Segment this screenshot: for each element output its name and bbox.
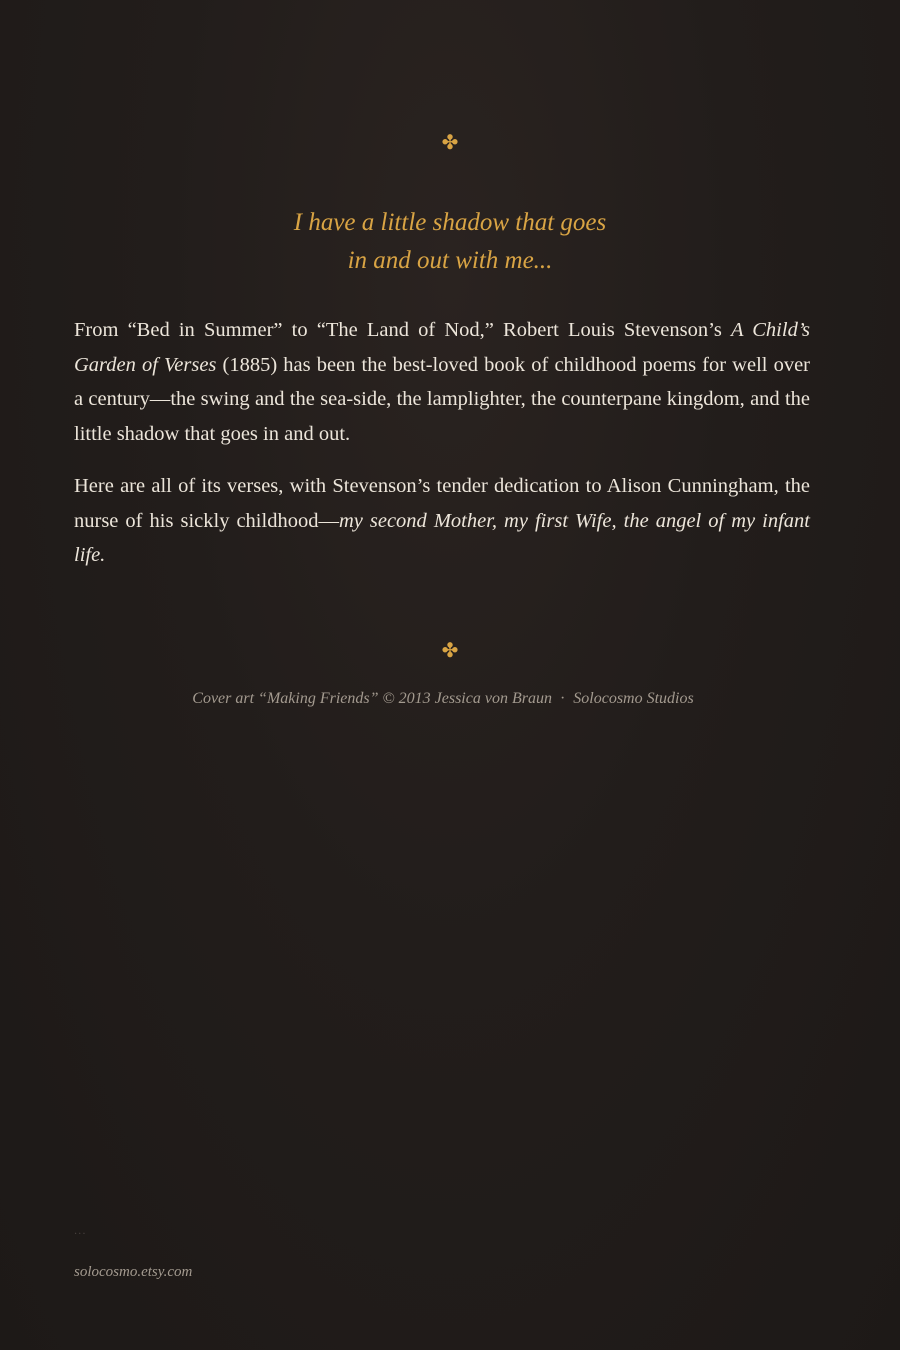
book-title: A Child’s Garden of Verses (74, 319, 810, 376)
cover-art-credit: Cover art “Making Friends” © 2013 Jessica von Braun (192, 690, 552, 707)
description-text-start: From “Bed in Summer” to “The Land of Nod,” Robert Louis Stevenson’s (74, 319, 731, 341)
footer-dots: ... (74, 1226, 87, 1237)
credit-separator: · (559, 690, 566, 707)
description-text-end: (1885) has been the best-loved book of childhood poems for well over a century—the swing and the sea-side, the lamplighter, the counterpane kingdom, and the little shadow that goes in and out. (74, 353, 811, 445)
ornament-middle-icon: ✤ (441, 638, 459, 662)
cover-credit (0, 688, 886, 710)
studio-name: Solocosmo Studios (573, 690, 694, 707)
dedication-quote: my second Mother, my first Wife, the angel of my infant life. (74, 509, 810, 566)
description-paragraph (74, 313, 810, 451)
epigraph-line-1: I have a little shadow that goes (293, 209, 607, 236)
epigraph (0, 204, 900, 280)
ornament-top-icon: ✤ (441, 130, 459, 154)
epigraph-line-2: in and out with me... (347, 247, 553, 274)
dedication-paragraph (74, 469, 810, 573)
dedication-text: Here are all of its verses, with Stevenson’s tender dedication to Alison Cunningham, the nurse of his sickly childhood— (74, 475, 810, 532)
shop-url: solocosmo.etsy.com (74, 1264, 193, 1280)
